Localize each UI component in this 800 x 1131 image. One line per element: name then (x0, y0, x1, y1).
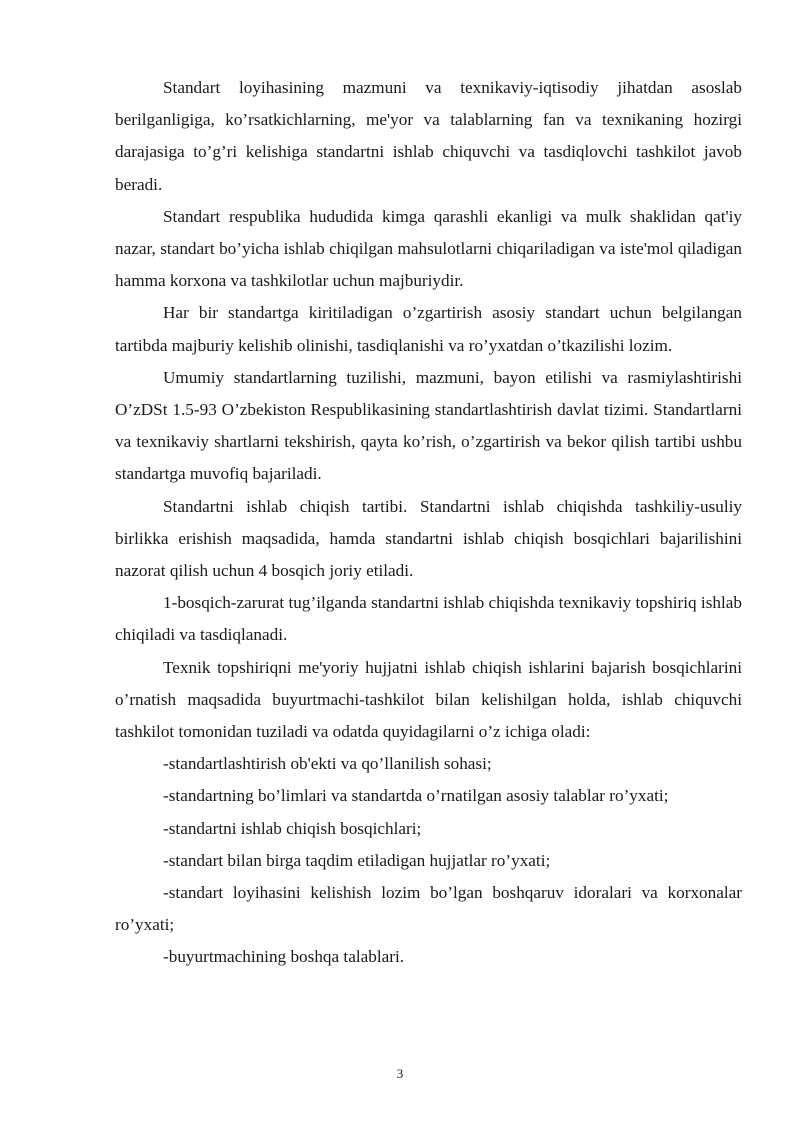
list-item-2: -standartning bo’limlari va standartda o’rnatilgan asosiy talablar ro’yxati; (163, 786, 669, 806)
list-item-6: -buyurtmachining boshqa talablari. (163, 947, 405, 967)
paragraph-1: Standart loyihasining mazmuni va texnikaviy-iqtisodiy jihatdan asoslab berilganligiga, ko’rsatkichlarning, me'yor va talablarning fan va texnikaning hozirgi darajasiga to’g’ri kelishiga standartni ishlab chiquvchi va tasdiqlovchi tashkilot javob beradi. (115, 78, 742, 194)
paragraph-6: 1-bosqich-zarurat tug’ilganda standartni ishlab chiqishda texnikaviy topshiriq ishlab chiqiladi va tasdiqlanadi. (115, 593, 742, 645)
paragraph-2: Standart respublika hududida kimga qarashli ekanligi va mulk shaklidan qat'iy nazar, standart bo’yicha ishlab chiqilgan mahsulotlarni chiqariladigan va iste'mol qiladigan hamma korxona va tashkilotlar uchun majburiydir. (115, 206, 742, 291)
paragraph-7: Texnik topshiriqni me'yoriy hujjatni ishlab chiqish ishlarini bajarish bosqichlarini o’rnatish maqsadida buyurtmachi-tashkilot bilan kelishilgan holda, ishlab chiquvchi tashkilot tomonidan tuziladi va odatda quyidagilarni o’z ichiga oladi: (115, 657, 742, 742)
paragraph-3: Har bir standartga kiritiladigan o’zgartirish asosiy standart uchun belgilangan tartibda majburiy kelishib olinishi, tasdiqlanishi va ro’yxatdan o’tkazilishi lozim. (115, 303, 742, 355)
list-item-5: -standart loyihasini kelishish lozim bo’lgan boshqaruv idoralari va korxonalar ro’yxati; (115, 883, 742, 935)
page-number: 3 (396, 1066, 404, 1081)
list-item-3: -standartni ishlab chiqish bosqichlari; (163, 818, 422, 838)
list-item-4: -standart bilan birga taqdim etiladigan hujjatlar ro’yxati; (163, 850, 551, 870)
paragraph-4: Umumiy standartlarning tuzilishi, mazmuni, bayon etilishi va rasmiylashtirishi O’zDSt 1.5-93 O’zbekiston Respublikasining standartlashtirish davlat tizimi. Standartlarni va texnikaviy shartlarni tekshirish, qayta ko’rish, o’zgartirish va bekor qilish tartibi ushbu standartga muvofiq bajariladi. (115, 367, 742, 484)
paragraph-5: Standartni ishlab chiqish tartibi. Standartni ishlab chiqishda tashkiliy-usuliy birlikka erishish maqsadida, hamda standartni ishlab chiqish bosqichlari bajarilishini nazorat qilish uchun 4 bosqich joriy etiladi. (115, 496, 742, 581)
document-page (115, 72, 742, 974)
list-item-1: -standartlashtirish ob'ekti va qo’llanilish sohasi; (163, 754, 492, 774)
